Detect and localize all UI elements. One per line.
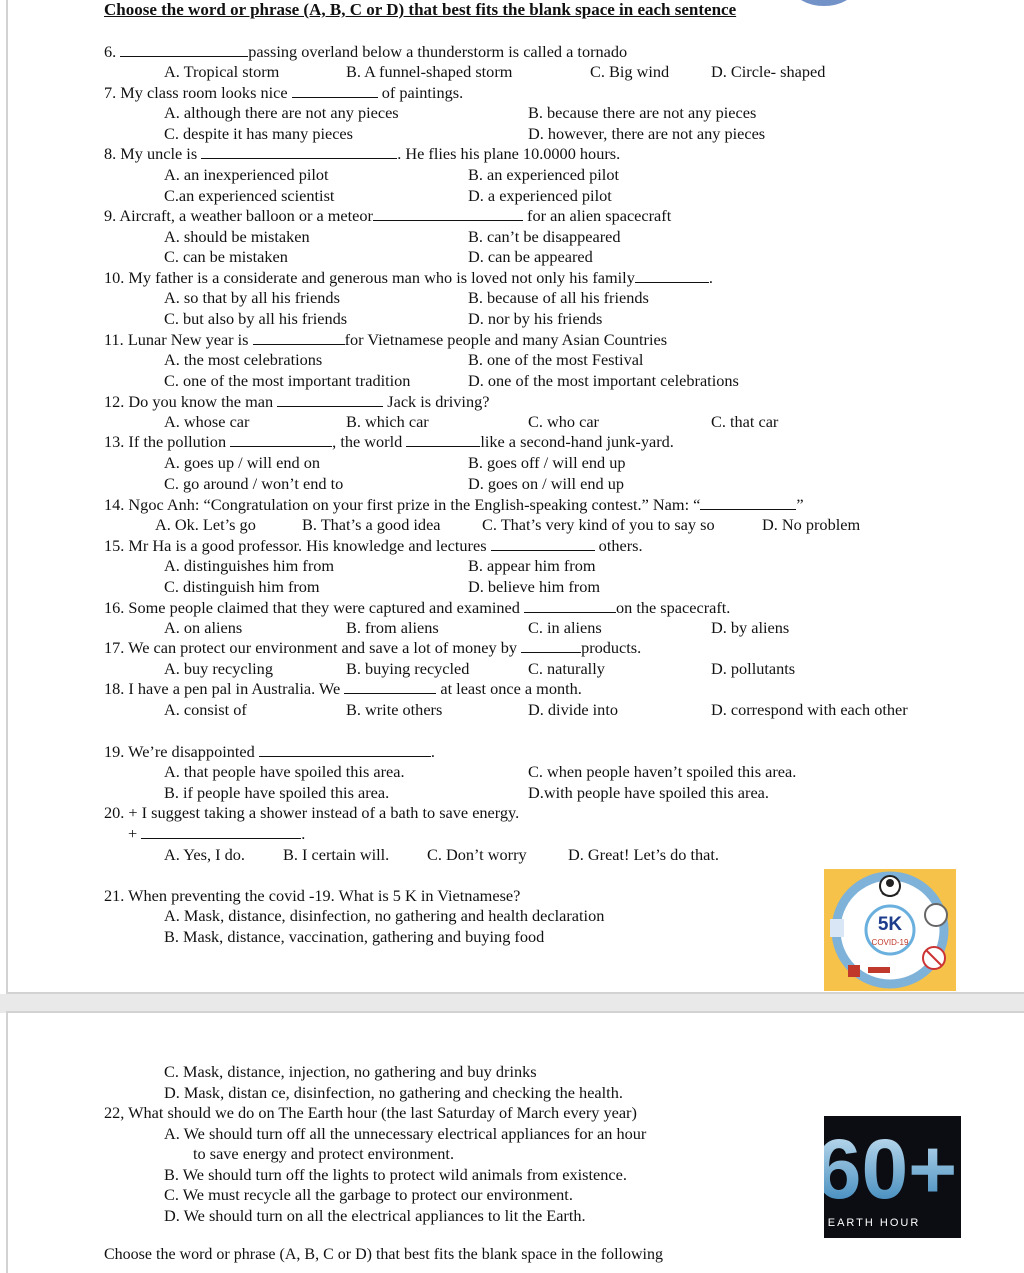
question-line [346, 659, 469, 679]
question-line [164, 350, 322, 370]
question-line [164, 62, 279, 82]
line-text: D. can be appeared [468, 247, 593, 266]
line-text: for Vietnamese people and many Asian Countries [344, 330, 668, 349]
line-text: C. that car [711, 412, 779, 431]
line-text: 16. Some people claimed that they were captured and examined [104, 598, 524, 617]
answer-blank[interactable] [524, 598, 616, 613]
question-line [164, 783, 389, 803]
line-text: B. because of all his friends [468, 288, 649, 307]
line-text: A. whose car [164, 412, 250, 431]
answer-blank[interactable] [141, 824, 301, 839]
question-line [711, 659, 795, 679]
question-line [711, 618, 789, 638]
question-line [128, 824, 305, 844]
question-line [164, 1062, 537, 1082]
line-text: B. which car [346, 412, 429, 431]
question-line [104, 42, 627, 62]
question-line [164, 247, 288, 267]
answer-blank[interactable] [259, 742, 431, 757]
question-line [590, 62, 669, 82]
question-line [104, 1103, 637, 1123]
line-text: on the spacecraft. [616, 598, 731, 617]
question-line [164, 577, 320, 597]
line-text: at least once a month. [436, 679, 582, 698]
earth-hour-number: 60+ [824, 1122, 958, 1216]
question-line [164, 927, 544, 947]
line-text: B. buying recycled [346, 659, 470, 678]
line-text: + [128, 824, 142, 843]
question-line [468, 247, 593, 267]
line-text: D. believe him from [468, 577, 601, 596]
line-text: 12. Do you know the man [104, 392, 278, 411]
question-line [302, 515, 441, 535]
line-text: 7. My class room looks nice [104, 83, 292, 102]
question-line [164, 288, 340, 308]
question-line [164, 371, 410, 391]
question-line [164, 1124, 646, 1144]
line-text: C. go around / won’t end to [164, 474, 344, 493]
question-line [762, 515, 860, 535]
line-text: C. Mask, distance, injection, no gathering and buy drinks [164, 1062, 537, 1081]
covid-sub-label: COVID-19 [871, 938, 909, 947]
line-text: A. should be mistaken [164, 227, 310, 246]
question-line [164, 453, 320, 473]
line-text: A. goes up / will end on [164, 453, 321, 472]
line-text: , the world [332, 432, 407, 451]
question-line [104, 206, 671, 226]
question-line [482, 515, 715, 535]
line-text: B. That’s a good idea [302, 515, 441, 534]
earth-hour-logo [824, 1116, 961, 1238]
line-text: B. I certain will. [283, 845, 390, 864]
line-text: B. We should turn off the lights to protect wild animals from existence. [164, 1165, 627, 1184]
line-text: B. appear him from [468, 556, 596, 575]
question-line [346, 618, 439, 638]
question-line [711, 62, 825, 82]
line-text: B. goes off / will end up [468, 453, 626, 472]
line-text: A. that people have spoiled this area. [164, 762, 405, 781]
question-line [468, 165, 619, 185]
line-text: A. Ok. Let’s go [155, 515, 256, 534]
line-text: D. We should turn on all the electrical appliances to lit the Earth. [164, 1206, 586, 1225]
line-text: A. the most celebrations [164, 350, 323, 369]
question-line [164, 474, 343, 494]
line-text: 19. We’re disappointed [104, 742, 259, 761]
line-text: B. because there are not any pieces [528, 103, 757, 122]
line-text: C. can be mistaken [164, 247, 288, 266]
line-text: C. but also by all his friends [164, 309, 348, 328]
question-line [104, 268, 713, 288]
line-text: . [708, 268, 713, 287]
question-line [528, 783, 769, 803]
line-text: C. naturally [528, 659, 605, 678]
question-line [104, 392, 489, 412]
line-text: B. from aliens [346, 618, 439, 637]
line-text: B. an experienced pilot [468, 165, 619, 184]
question-line [104, 803, 519, 823]
question-line [468, 186, 612, 206]
question-line [164, 556, 334, 576]
question-line [104, 679, 582, 699]
question-line [164, 762, 405, 782]
question-line [164, 186, 334, 206]
line-text: of paintings. [377, 83, 464, 102]
line-text: C. one of the most important tradition [164, 371, 411, 390]
question-line [104, 144, 620, 164]
question-line [104, 886, 520, 906]
covid-main-label: 5K [877, 914, 903, 935]
line-text: . He flies his plane 10.0000 hours. [397, 144, 621, 163]
question-line [104, 638, 641, 658]
question-line [468, 453, 626, 473]
question-line [104, 742, 435, 762]
question-line [468, 309, 602, 329]
line-text: A. Yes, I do. [164, 845, 245, 864]
line-text: 15. Mr Ha is a good professor. His knowledge and lectures [104, 536, 491, 555]
line-text: ” [796, 495, 804, 514]
line-text: B. Mask, distance, vaccination, gathering and buying food [164, 927, 545, 946]
question-line [528, 103, 756, 123]
answer-blank[interactable] [277, 392, 383, 407]
line-text: B. can’t be disappeared [468, 227, 621, 246]
answer-blank[interactable] [230, 432, 332, 447]
answer-blank[interactable] [491, 536, 595, 551]
line-text: A. consist of [164, 700, 247, 719]
question-line [164, 165, 329, 185]
question-line [164, 845, 245, 865]
line-text: 8. My uncle is [104, 144, 202, 163]
line-text: D. Great! Let’s do that. [568, 845, 720, 864]
question-line [468, 556, 596, 576]
question-line [164, 103, 399, 123]
line-text: B. A funnel-shaped storm [346, 62, 513, 81]
question-line [164, 906, 604, 926]
line-text: 13. If the pollution [104, 432, 231, 451]
line-text: A. Tropical storm [164, 62, 280, 81]
question-line [568, 845, 719, 865]
answer-blank[interactable] [120, 42, 248, 57]
question-line [104, 330, 667, 350]
line-text: C. who car [528, 412, 599, 431]
line-text: 18. I have a pen pal in Australia. We [104, 679, 345, 698]
line-text: D. however, there are not any pieces [528, 124, 766, 143]
line-text: 14. Ngoc Anh: “Congratulation on your first prize in the English-speaking contest.” Nam: “ [104, 495, 701, 514]
line-text: A. an inexperienced pilot [164, 165, 329, 184]
line-text: D. Mask, distan ce, disinfection, no gathering and checking the health. [164, 1083, 623, 1102]
question-line [104, 495, 804, 515]
line-text: C.an experienced scientist [164, 186, 335, 205]
question-line [528, 700, 618, 720]
line-text: 9. Aircraft, a weather balloon or a meteor [104, 206, 373, 225]
line-text: A. buy recycling [164, 659, 273, 678]
line-text: products. [581, 638, 642, 657]
question-line [164, 124, 353, 144]
question-line [104, 432, 674, 452]
question-line [427, 845, 527, 865]
question-line [283, 845, 389, 865]
line-text: . [301, 824, 306, 843]
question-line [164, 1165, 627, 1185]
question-line [468, 288, 649, 308]
question-line [164, 1083, 623, 1103]
question-line [528, 762, 796, 782]
line-text: C. Don’t worry [427, 845, 527, 864]
question-line [346, 62, 512, 82]
question-line [164, 618, 242, 638]
line-text: 17. We can protect our environment and save a lot of money by [104, 638, 522, 657]
line-text: Jack is driving? [383, 392, 490, 411]
question-line [528, 618, 602, 638]
line-text: others. [594, 536, 643, 555]
line-text: D. pollutants [711, 659, 796, 678]
line-text: A. We should turn off all the unnecessary electrical appliances for an hour [164, 1124, 647, 1143]
line-text: B. write others [346, 700, 443, 719]
line-text: 20. + I suggest taking a shower instead of a bath to save energy. [104, 803, 520, 822]
line-text: D. nor by his friends [468, 309, 603, 328]
line-text: C. We must recycle all the garbage to protect our environment. [164, 1185, 573, 1204]
question-line [164, 1206, 586, 1226]
line-text: D.with people have spoiled this area. [528, 783, 769, 802]
question-line [711, 412, 778, 432]
instructions-heading: Choose the word or phrase (A, B, C or D) that best fits the blank space in each sentence [104, 0, 737, 19]
line-text: to save energy and protect environment. [193, 1144, 455, 1163]
question-line [104, 83, 463, 103]
line-text: 6. [104, 42, 121, 61]
covid-5k-image [824, 869, 956, 991]
answer-blank[interactable] [292, 83, 378, 98]
question-line [155, 515, 256, 535]
line-text: passing overland below a thunderstorm is called a tornado [248, 42, 628, 61]
line-text: C. That’s very kind of you to say so [482, 515, 715, 534]
question-line [104, 598, 730, 618]
question-line [528, 412, 599, 432]
line-text: 11. Lunar New year is [104, 330, 253, 349]
line-text: . [430, 742, 435, 761]
question-line [193, 1144, 454, 1164]
line-text: C. distinguish him from [164, 577, 320, 596]
answer-blank[interactable] [635, 268, 709, 283]
line-text: like a second-hand junk-yard. [480, 432, 674, 451]
question-line [528, 124, 765, 144]
answer-blank[interactable] [700, 495, 796, 510]
line-text: D. by aliens [711, 618, 790, 637]
line-text: A. Mask, distance, disinfection, no gathering and health declaration [164, 906, 605, 925]
line-text: A. distinguishes him from [164, 556, 335, 575]
question-line [346, 412, 429, 432]
line-text: 22, What should we do on The Earth hour (the last Saturday of March every year) [104, 1103, 637, 1122]
line-text: A. so that by all his friends [164, 288, 340, 307]
question-line [468, 350, 643, 370]
page-gap [0, 994, 1024, 1013]
line-text: C. Big wind [590, 62, 670, 81]
question-line [468, 577, 600, 597]
line-text: D. Circle- shaped [711, 62, 826, 81]
line-text: D. divide into [528, 700, 618, 719]
line-text: B. one of the most Festival [468, 350, 644, 369]
line-text: D. one of the most important celebrations [468, 371, 739, 390]
question-line [164, 412, 249, 432]
question-line [164, 659, 273, 679]
line-text: A. on aliens [164, 618, 243, 637]
question-line [468, 371, 739, 391]
question-line [468, 227, 621, 247]
question-line [164, 700, 247, 720]
question-line [164, 309, 347, 329]
answer-blank[interactable] [406, 432, 480, 447]
answer-blank[interactable] [344, 679, 436, 694]
earth-hour-caption: EARTH HOUR [827, 1217, 921, 1229]
line-text: A. although there are not any pieces [164, 103, 399, 122]
line-text: D. a experienced pilot [468, 186, 612, 205]
line-text: B. if people have spoiled this area. [164, 783, 390, 802]
question-line [104, 536, 643, 556]
line-text: C. despite it has many pieces [164, 124, 353, 143]
answer-blank[interactable] [201, 144, 397, 159]
question-line [528, 659, 605, 679]
question-line [164, 1185, 573, 1205]
answer-blank[interactable] [253, 330, 345, 345]
question-line [164, 227, 310, 247]
next-section-heading: Choose the word or phrase (A, B, C or D) that best fits the blank space in the following [104, 1246, 663, 1263]
question-line [346, 700, 442, 720]
line-text: 21. When preventing the covid -19. What is 5 K in Vietnamese? [104, 886, 521, 905]
line-text: D. No problem [762, 515, 861, 534]
answer-blank[interactable] [373, 206, 523, 221]
line-text: D. goes on / will end up [468, 474, 625, 493]
line-text: for an alien spacecraft [522, 206, 672, 225]
line-text: C. in aliens [528, 618, 602, 637]
answer-blank[interactable] [521, 638, 581, 653]
question-line [711, 700, 908, 720]
line-text: C. when people haven’t spoiled this area. [528, 762, 797, 781]
line-text: D. correspond with each other [711, 700, 908, 719]
line-text: 10. My father is a considerate and generous man who is loved not only his family [104, 268, 635, 287]
question-line [468, 474, 624, 494]
